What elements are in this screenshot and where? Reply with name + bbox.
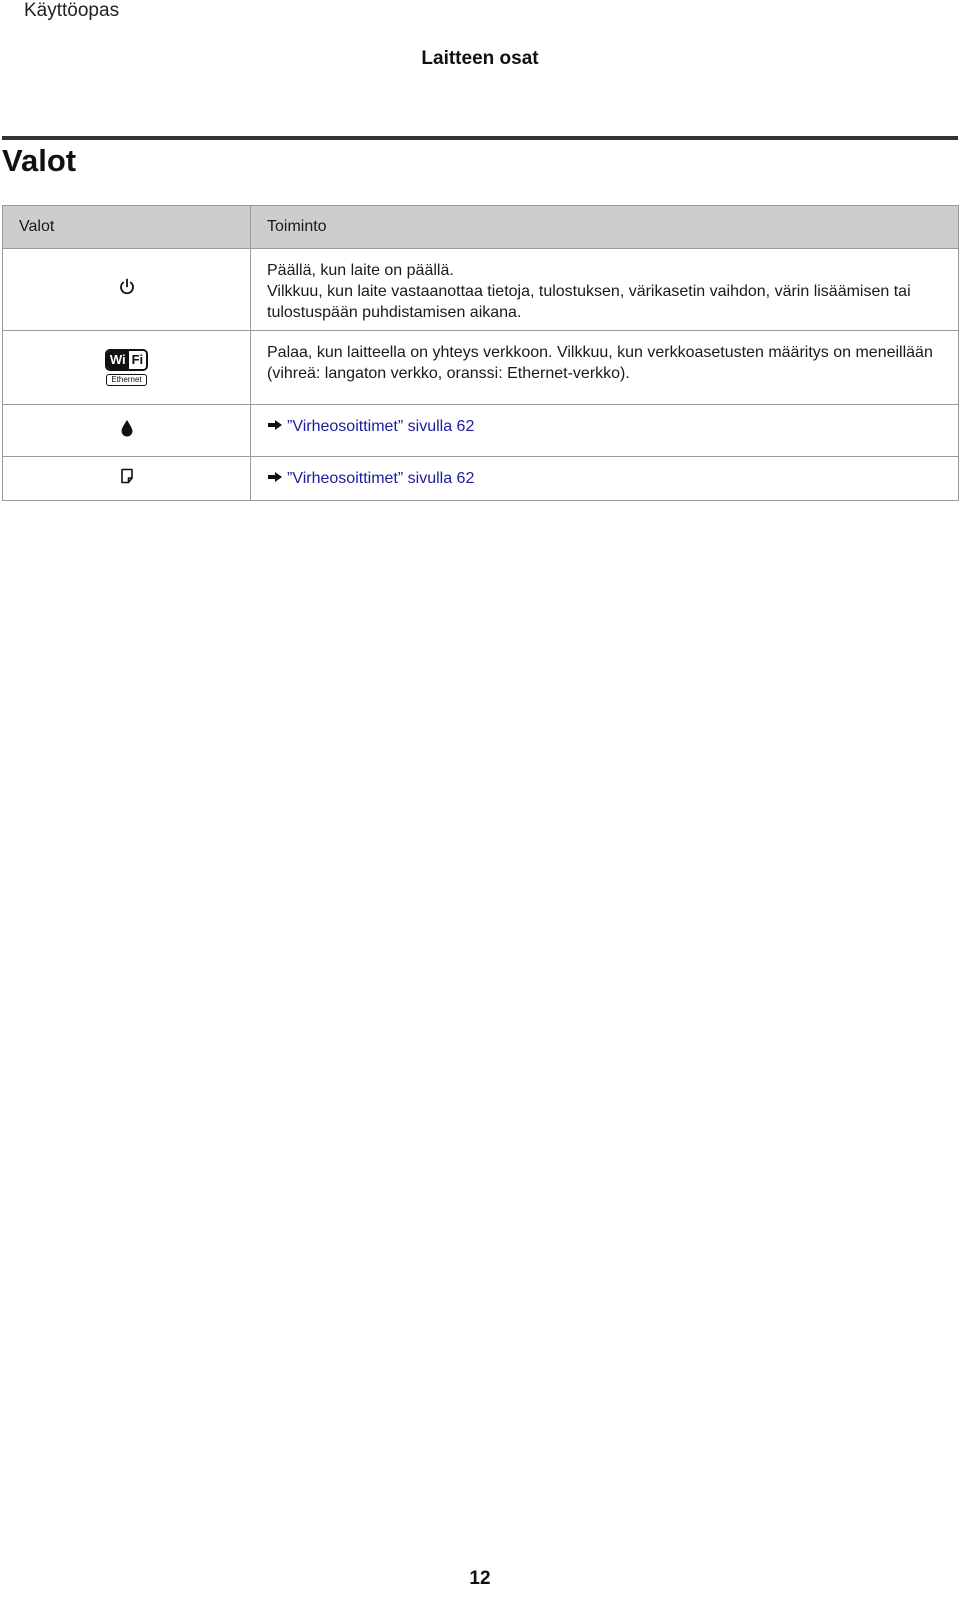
paper-icon [120,471,134,488]
section-title: Valot [2,143,77,178]
icon-cell [3,249,251,331]
chapter-title: Laitteen osat [421,48,539,69]
column-header-lights: Valot [3,206,251,249]
table-row-ink [3,405,959,457]
ethernet-icon: Ethernet [106,374,146,386]
table-row-network [3,331,959,405]
icon-cell [3,405,251,457]
table-row-power [3,249,959,331]
icon-cell [3,331,251,405]
xref-link[interactable]: ”Virheosoittimet” sivulla 62 [287,418,475,435]
wifi-icon-wi: Wi [107,351,129,369]
function-cell [251,405,959,457]
section-rule [2,136,958,140]
ink-drop-icon [120,424,134,441]
function-text: Palaa, kun laitteella on yhteys verkkoon. Vilkkuu, kun verkkoasetusten määritys on meneillään (vihreä: langaton verkko, oranssi: Ethernet-verkko). [267,344,933,382]
function-text: Vilkkuu, kun laite vastaanottaa tietoja, tulostuksen, värikasetin vaihdon, värin lisäämisen tai tulostuspään puhdistamisen aikana. [267,283,911,321]
arrow-right-icon [267,468,283,489]
wifi-icon [105,349,148,371]
power-icon [118,283,136,300]
lights-table [2,205,959,501]
running-head: Käyttöopas [24,0,120,21]
arrow-right-icon [267,416,283,437]
wifi-ethernet-icon [105,349,148,386]
xref-link[interactable]: ”Virheosoittimet” sivulla 62 [287,470,475,487]
table-header-row [3,206,959,249]
function-cell [251,457,959,501]
wifi-icon-fi: Fi [129,351,147,369]
table-row-paper [3,457,959,501]
icon-cell [3,457,251,501]
page-number: 12 [469,1568,491,1589]
function-text: Päällä, kun laite on päällä. [267,262,454,279]
column-header-function: Toiminto [251,206,959,249]
function-cell [251,331,959,405]
function-cell [251,249,959,331]
